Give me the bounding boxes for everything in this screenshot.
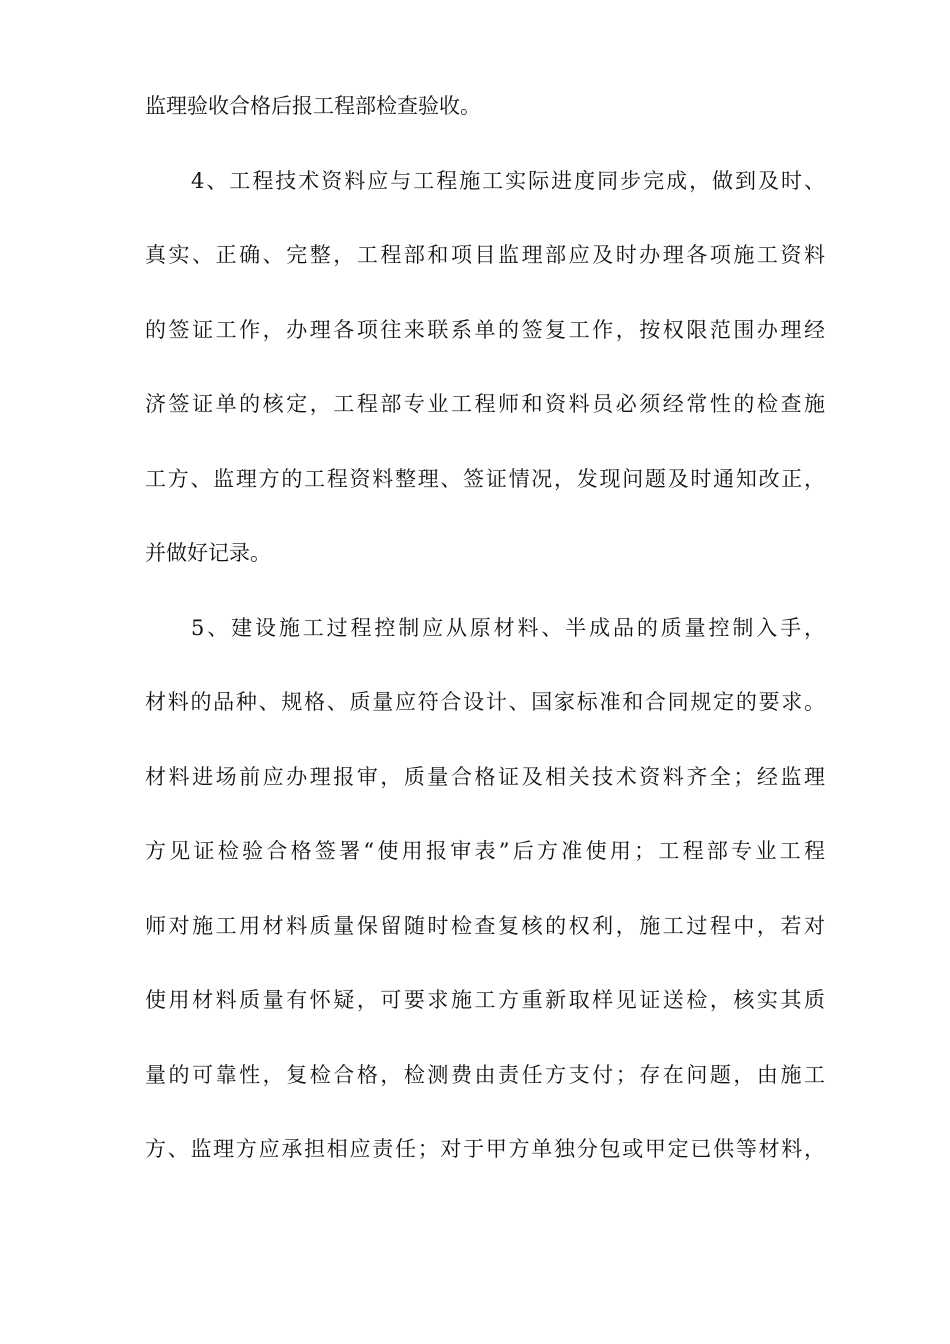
text-line-12: 师对施工用材料质量保留随时检查复核的权利，施工过程中，若对 [145, 913, 825, 938]
text-line-4: 的签证工作，办理各项往来联系单的签复工作，按权限范围办理经 [145, 317, 825, 342]
text-line-1: 监理验收合格后报工程部检查验收。 [145, 94, 481, 118]
text-line-7: 并做好记录。 [145, 541, 271, 565]
text-line-2: 4、工程技术资料应与工程施工实际进度同步完成，做到及时、 [191, 168, 825, 193]
text-line-8: 5、建设施工过程控制应从原材料、半成品的质量控制入手， [191, 615, 825, 640]
body-text [145, 84, 825, 1202]
text-line-6: 工方、监理方的工程资料整理、签证情况，发现问题及时通知改正， [145, 466, 825, 491]
text-line-10: 材料进场前应办理报审，质量合格证及相关技术资料齐全；经监理 [145, 764, 825, 789]
text-line-15: 方、监理方应承担相应责任；对于甲方单独分包或甲定已供等材料， [145, 1137, 825, 1161]
text-line-5: 济签证单的核定，工程部专业工程师和资料员必须经常性的检查施 [145, 392, 825, 416]
text-line-11: 方见证检验合格签署“使用报审表”后方准使用；工程部专业工程 [145, 839, 825, 863]
text-line-9: 材料的品种、规格、质量应符合设计、国家标准和合同规定的要求。 [145, 690, 825, 714]
text-line-3: 真实、正确、完整，工程部和项目监理部应及时办理各项施工资料 [145, 243, 825, 267]
text-line-14: 量的可靠性，复检合格，检测费由责任方支付；存在问题，由施工 [145, 1062, 825, 1087]
text-line-13: 使用材料质量有怀疑，可要求施工方重新取样见证送检，核实其质 [145, 988, 825, 1012]
